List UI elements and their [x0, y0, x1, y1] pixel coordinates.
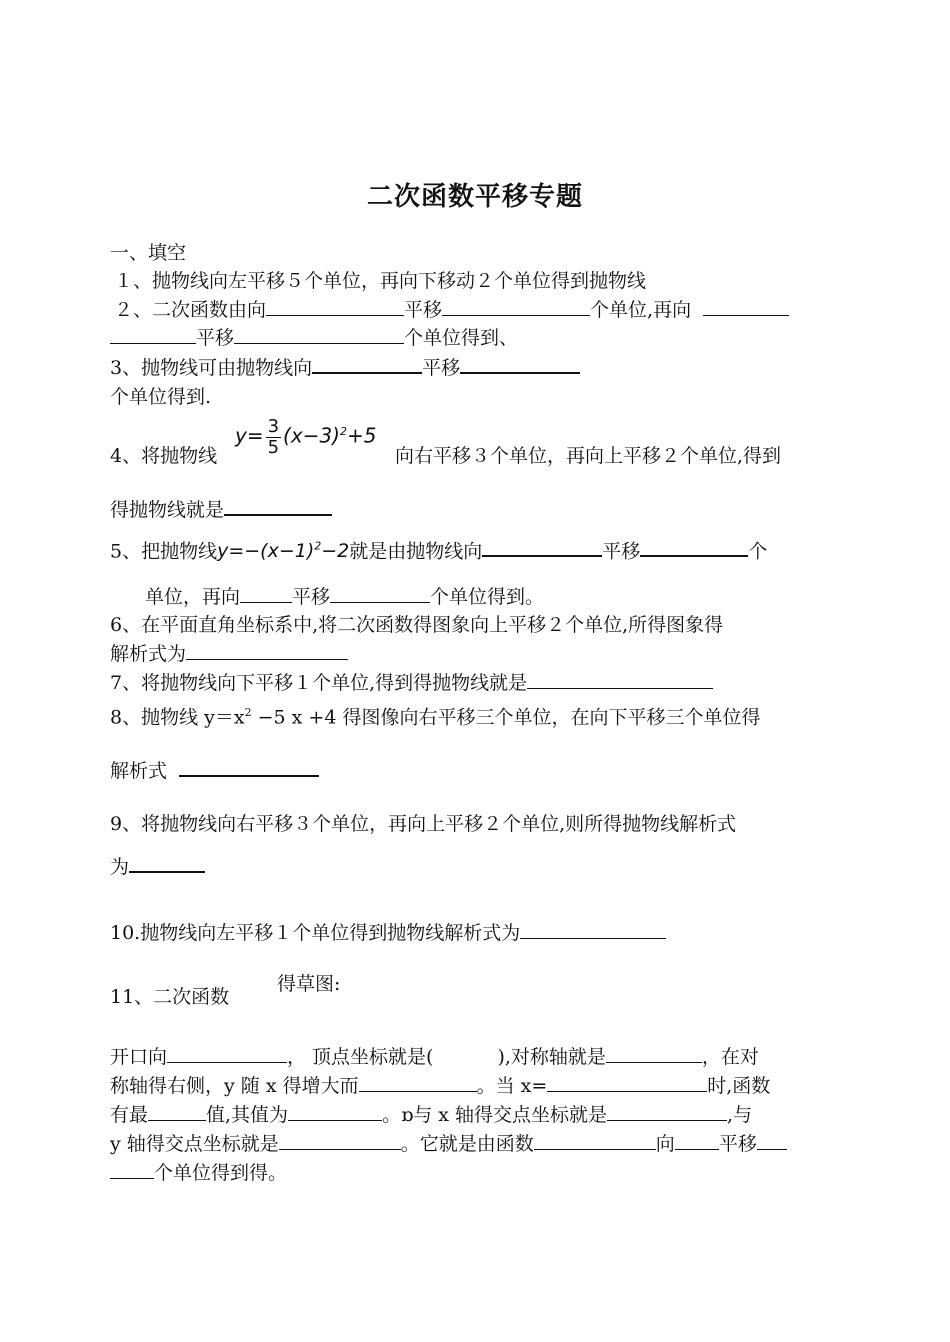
blank[interactable]: [520, 920, 666, 939]
q11-line-4: y 轴得交点坐标就是 。它就是由函数 向 平移: [110, 1131, 787, 1157]
blank[interactable]: [757, 1131, 787, 1150]
q4-formula: y= $\frac{3}{5}$ $(x-3)^2+5$: [235, 415, 377, 458]
blank[interactable]: [703, 297, 789, 316]
blank[interactable]: [110, 325, 196, 344]
blank[interactable]: [527, 670, 713, 689]
q4-text-a: 4、将抛物线: [110, 445, 218, 467]
blank[interactable]: [534, 1131, 656, 1150]
question-7: 7、将抛物线向下平移１个单位,得到得抛物线就是: [110, 670, 713, 696]
question-4: [110, 443, 217, 469]
q11-line-2: 称轴得右侧，y 随 x 得增大而 。当 x= 时,函数: [110, 1075, 771, 1097]
blank[interactable]: [675, 1131, 719, 1150]
q2-text-d: 平移: [196, 327, 235, 349]
blank[interactable]: [266, 297, 404, 316]
blank[interactable]: [288, 1102, 382, 1121]
question-6-cont: 解析式为: [110, 641, 348, 667]
question-9-cont: 为: [110, 853, 205, 880]
question-8-cont: 解析式: [110, 757, 319, 784]
section-heading: 一、填空: [110, 242, 187, 264]
blank[interactable]: [186, 641, 348, 660]
question-11: 11、二次函数: [110, 986, 230, 1008]
q11-line-5: 个单位得到得。: [110, 1160, 287, 1186]
q3-text-b: 平移: [422, 357, 461, 379]
blank[interactable]: [129, 853, 205, 873]
blank[interactable]: [224, 496, 332, 516]
q11-sketch-label: 得草图:: [277, 973, 341, 995]
q2-text-e: 个单位得到、: [404, 327, 519, 349]
question-1: １、抛物线向左平移５个单位，再向下移动２个单位得到抛物线: [114, 270, 647, 292]
q5-formula: $y=-(x-1)^2-2$: [217, 540, 350, 563]
blank[interactable]: [606, 1044, 702, 1063]
question-2-cont: [110, 325, 518, 351]
blank[interactable]: [148, 1102, 206, 1121]
blank[interactable]: [359, 1073, 477, 1092]
blank[interactable]: [167, 1044, 287, 1063]
q3-text-a: 3、抛物线可由抛物线向: [110, 357, 313, 379]
question-3-cont: 个单位得到.: [110, 386, 212, 408]
blank[interactable]: [640, 537, 748, 557]
q4-text-b: 向右平移３个单位，再向上平移２个单位,得到: [395, 445, 782, 467]
blank[interactable]: [547, 1073, 707, 1092]
page-title: 二次函数平移专题: [366, 182, 583, 212]
question-2: [114, 297, 789, 323]
blank[interactable]: [442, 297, 590, 316]
question-3: [110, 354, 580, 381]
question-9: 9、将抛物线向右平移３个单位，再向上平移２个单位,则所得抛物线解析式: [110, 813, 737, 835]
blank[interactable]: [110, 1160, 154, 1179]
q11-line-3: 有最 值,其值为 。ɒ与 x 轴得交点坐标就是 ,与: [110, 1104, 753, 1126]
blank[interactable]: [460, 354, 580, 374]
blank[interactable]: [330, 584, 430, 603]
q11-line-1: 开口向 ， 顶点坐标就是( ),对称轴就是 ，在对: [110, 1046, 759, 1068]
question-5: 5、把抛物线$y=-(x-1)^2-2$就是由抛物线向 平移 个: [110, 534, 767, 564]
q2-text-a: ２、二次函数由向: [114, 299, 267, 321]
question-8: 8、抛物线 $y=x^2 -5$ x +4 得图像向右平移三个单位，在向下平移三个单位得: [110, 706, 761, 729]
question-10: 10.抛物线向左平移１个单位得到抛物线解析式为: [110, 920, 666, 946]
question-6: 6、在平面直角坐标系中,将二次函数得图象向上平移２个单位,所得图象得: [110, 614, 724, 636]
q2-text-c: 个单位,再向: [590, 299, 692, 321]
blank[interactable]: [482, 537, 602, 557]
fraction: $\frac{3}{5}$: [267, 415, 280, 458]
question-4-cont: 得抛物线就是: [110, 496, 332, 523]
blank[interactable]: [279, 1131, 401, 1150]
question-5-cont: 单位，再向 平移 个单位得到。: [145, 586, 545, 608]
blank[interactable]: [312, 354, 422, 374]
blank[interactable]: [234, 325, 404, 344]
blank[interactable]: [240, 584, 292, 603]
blank[interactable]: [179, 757, 319, 777]
q2-text-b: 平移: [404, 299, 443, 321]
blank[interactable]: [607, 1102, 727, 1121]
